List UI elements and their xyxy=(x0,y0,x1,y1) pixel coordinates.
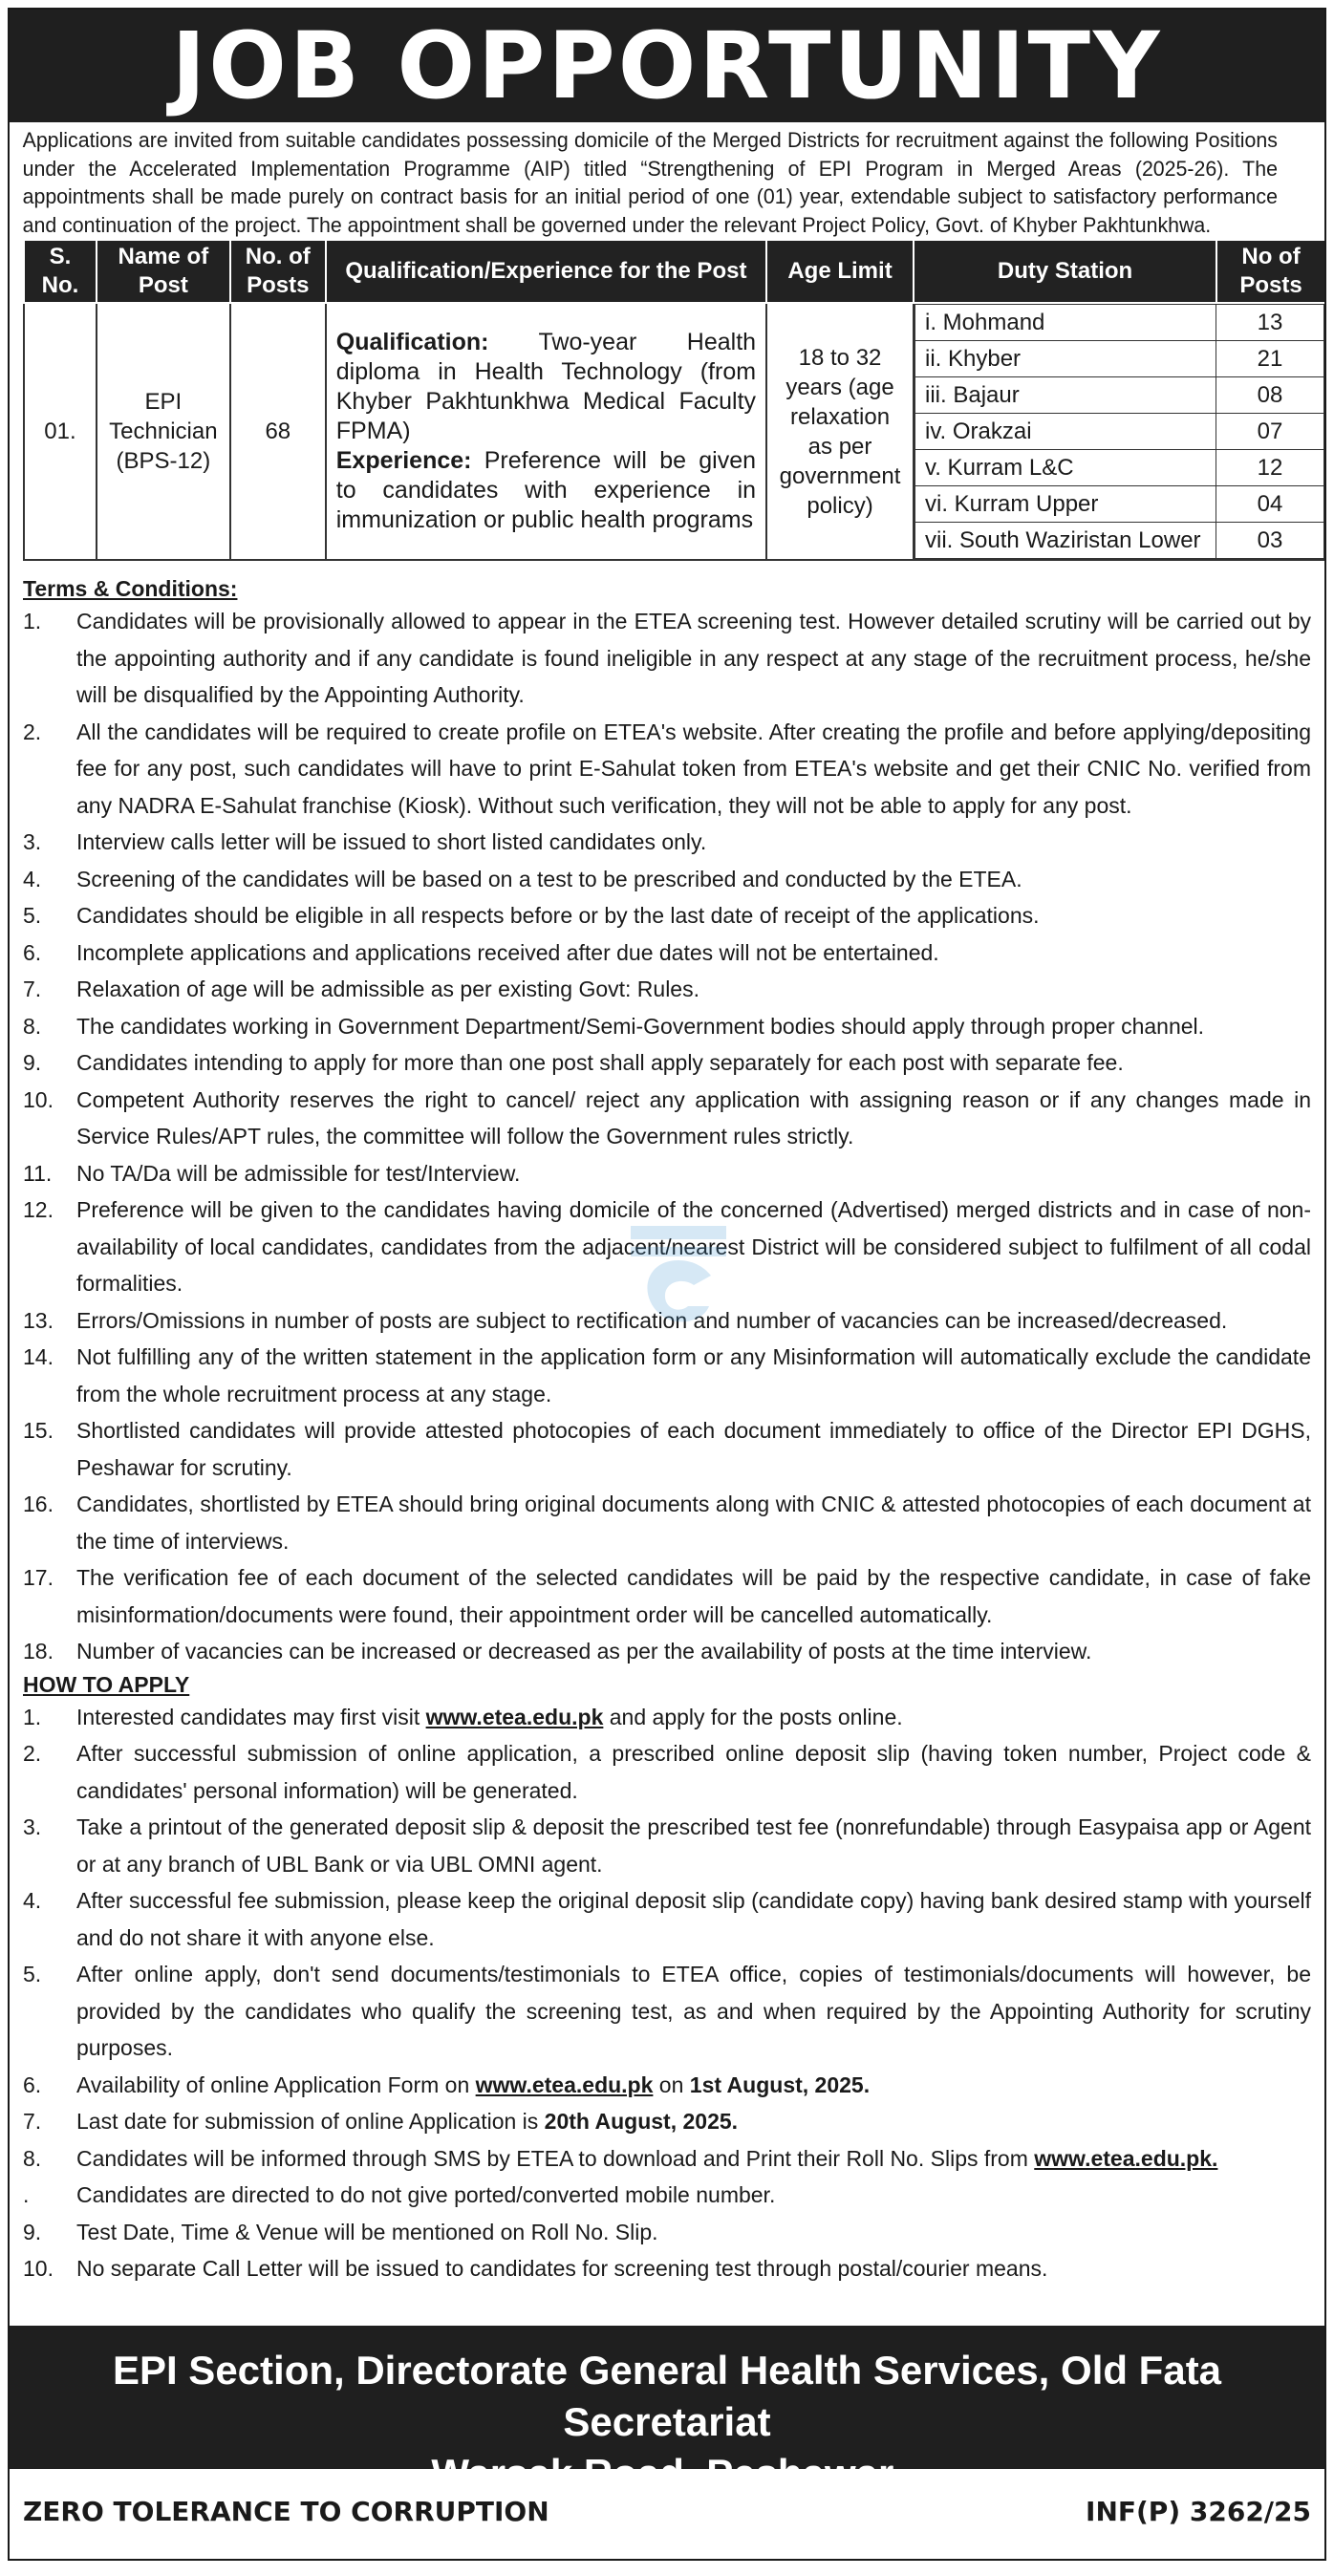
terms-heading: Terms & Conditions: xyxy=(23,576,238,601)
list-item xyxy=(23,971,1311,1008)
apply-list xyxy=(23,1699,1311,2287)
item-text-part: and apply for the posts online. xyxy=(603,1704,903,1729)
item-text: Interview calls letter will be issued to short listed candidates only. xyxy=(76,829,707,854)
station-row xyxy=(915,486,1324,523)
list-item xyxy=(23,1809,1311,1882)
experience-text: Preference will be given to candidates with experience in immunization or public health programs xyxy=(335,447,757,533)
page-title: JOB OPPORTUNITY xyxy=(10,10,1324,122)
list-item xyxy=(23,714,1311,825)
item-text: Take a printout of the generated deposit slip & deposit the prescribed test fee (nonrefundable) through Easypaisa app or Agent or at any branch of UBL Bank or via UBL OMNI agent. xyxy=(76,1814,1311,1877)
item-text: All the candidates will be required to create profile on ETEA's website. After creating the profile and before applying/depositing fee for any post, such candidates will have to print E-Sahulat token from ETEA's website and get their CNIC No. verified from any NADRA E-Sahulat franchise (Kiosk). Without such verification, they will not be able to apply for any post. xyxy=(76,719,1311,818)
etea-website-link[interactable]: www.etea.edu.pk xyxy=(475,2072,654,2097)
item-text: Candidates will be provisionally allowed to appear in the ETEA screening test. However detailed scrutiny will be carried out by the appointing authority and if any candidate is found ineligible in any respect at any stage of the recruitment process, he/she will be disqualified by the Appointing Authority. xyxy=(76,609,1311,707)
station-name: vi. Kurram Upper xyxy=(915,486,1216,523)
list-item xyxy=(23,1699,1311,1736)
station-name: vii. South Waziristan Lower xyxy=(915,523,1216,559)
item-text-part: Availability of online Application Form on xyxy=(76,2072,476,2097)
item-text: Candidates are directed to do not give ported/converted mobile number. xyxy=(76,2182,776,2207)
station-row xyxy=(915,523,1324,559)
list-item xyxy=(23,603,1311,714)
posts-table xyxy=(23,239,1326,561)
item-text: Test Date, Time & Venue will be mentioned on Roll No. Slip. xyxy=(76,2219,658,2244)
list-item xyxy=(23,2103,1311,2140)
station-posts: 08 xyxy=(1216,377,1324,414)
item-text-part: Interested candidates may first visit xyxy=(76,1704,426,1729)
etea-website-link[interactable]: www.etea.edu.pk xyxy=(425,1704,604,1729)
last-date: 20th August, 2025. xyxy=(544,2109,739,2134)
item-number: 11. xyxy=(23,1160,53,1186)
cell-post-count: 68 xyxy=(230,303,326,560)
station-row xyxy=(915,450,1324,486)
item-number: 13. xyxy=(23,1307,54,1333)
office-address-line1: EPI Section, Directorate General Health Services, Old Fata Secretariat xyxy=(112,2348,1222,2444)
station-posts: 04 xyxy=(1216,486,1324,523)
cell-qualification xyxy=(326,303,766,560)
job-advertisement xyxy=(8,8,1326,2561)
item-number: 8. xyxy=(23,1013,42,1039)
item-number: 3. xyxy=(23,1814,42,1839)
station-row xyxy=(915,414,1324,450)
list-item xyxy=(23,1412,1311,1486)
qualification-text: Two-year Health diploma in Health Technology (from Khyber Pakhtunkhwa Medical Faculty FPMA) xyxy=(335,329,757,444)
terms-section xyxy=(10,561,1324,1670)
duty-station-list xyxy=(914,304,1324,559)
cell-post-name: EPI Technician (BPS-12) xyxy=(97,303,230,560)
item-number: . xyxy=(23,2182,30,2207)
list-item xyxy=(23,1486,1311,1559)
list-item xyxy=(23,2250,1311,2287)
station-name: ii. Khyber xyxy=(915,341,1216,377)
station-posts: 13 xyxy=(1216,305,1324,341)
item-number: 1. xyxy=(23,1704,42,1729)
item-text: Competent Authority reserves the right to cancel/ reject any application with assigning reason or if any changes made in Service Rules/APT rules, the committee will follow the Government rules strictly. xyxy=(76,1086,1311,1148)
station-row xyxy=(915,341,1324,377)
station-row xyxy=(915,377,1324,414)
item-text: After successful submission of online application, a prescribed online deposit slip (having token number, Project code & candidates' personal information) will be generated. xyxy=(76,1741,1311,1803)
cell-age-limit: 18 to 32 years (age relaxation as per government policy) xyxy=(766,303,914,560)
item-number: 14. xyxy=(23,1344,54,1369)
item-number: 7. xyxy=(23,977,42,1001)
item-number: 6. xyxy=(23,939,42,965)
item-text: Errors/Omissions in number of posts are subject to rectification and number of vacancies can be increased/decreased. xyxy=(76,1307,1228,1333)
item-number: 10. xyxy=(23,2256,54,2281)
item-text-part: Last date for submission of online Application is xyxy=(76,2109,545,2134)
anti-corruption-slogan: ZERO TOLERANCE TO CORRUPTION xyxy=(23,2496,549,2527)
item-number: 4. xyxy=(23,866,42,891)
item-text: No separate Call Letter will be issued to candidates for screening test through postal/courier means. xyxy=(76,2256,1048,2281)
list-item xyxy=(23,1082,1311,1155)
list-item xyxy=(23,1008,1311,1045)
watermark-logo-icon xyxy=(621,1218,736,1352)
station-posts: 21 xyxy=(1216,341,1324,377)
header-sno: S. No. xyxy=(24,240,97,303)
item-number: 2. xyxy=(23,1741,42,1766)
header-station-posts: No of Posts xyxy=(1216,240,1325,303)
table-header-row xyxy=(24,240,1325,303)
footer-line xyxy=(23,2496,1311,2527)
header-posts: No. of Posts xyxy=(230,240,326,303)
station-name: i. Mohmand xyxy=(915,305,1216,341)
intro-paragraph: Applications are invited from suitable candidates possessing domicile of the Merged Districts for recruitment against the following Positions under the Accelerated Implementation Programme (AIP) titled “Strengthening of EPI Program in Merged Areas (2025-26). The appointments shall be made purely on contract basis for an initial period of one (01) year, extendable subject to satisfactory performance and continuation of the project. The appointment shall be governed under the relevant Project Policy, Govt. of Khyber Pakhtunkhwa. xyxy=(22,128,1278,237)
item-text xyxy=(76,2103,1311,2140)
station-posts: 12 xyxy=(1216,450,1324,486)
item-number: 15. xyxy=(23,1418,54,1443)
item-text: Candidates should be eligible in all respects before or by the last date of receipt of the applications. xyxy=(76,903,1040,928)
list-item xyxy=(23,2177,1311,2214)
list-item xyxy=(23,1956,1311,2067)
item-text: Preference will be given to the candidates having domicile of the concerned (Advertised) merged districts and in case of non-availability of local candidates, candidates from the adjacent/nearest District will be considered subject to fulfilment of all codal formalities. xyxy=(76,1197,1311,1296)
station-name: iii. Bajaur xyxy=(915,377,1216,414)
item-text: After successful fee submission, please keep the original deposit slip (candidate copy) having bank desired stamp with yourself and do not share it with anyone else. xyxy=(76,1888,1311,1950)
office-address-line2: Warsak Road, Peshawar. xyxy=(431,2451,903,2496)
availability-date: 1st August, 2025. xyxy=(689,2072,871,2097)
station-posts: 07 xyxy=(1216,414,1324,450)
how-to-apply-section xyxy=(10,1670,1324,2287)
list-item xyxy=(23,1735,1311,1809)
etea-website-link[interactable]: www.etea.edu.pk. xyxy=(1034,2145,1218,2171)
item-number: 1. xyxy=(23,609,42,633)
station-posts: 03 xyxy=(1216,523,1324,559)
station-row xyxy=(915,305,1324,341)
item-number: 8. xyxy=(23,2145,42,2171)
item-number: 17. xyxy=(23,1565,54,1590)
item-number: 18. xyxy=(23,1639,54,1664)
list-item xyxy=(23,2067,1311,2104)
item-number: 9. xyxy=(23,1050,42,1075)
terms-list xyxy=(23,603,1311,1670)
item-number: 4. xyxy=(23,1888,42,1913)
list-item xyxy=(23,824,1311,861)
station-name: iv. Orakzai xyxy=(915,414,1216,450)
cell-duty-stations xyxy=(914,303,1325,560)
item-number: 10. xyxy=(23,1086,54,1112)
item-text-part: on xyxy=(653,2072,690,2097)
item-number: 16. xyxy=(23,1492,54,1516)
item-text: Screening of the candidates will be based on a test to be prescribed and conducted by the ETEA. xyxy=(76,866,1022,891)
item-number: 5. xyxy=(23,1962,42,1986)
list-item xyxy=(23,897,1311,934)
header-name: Name of Post xyxy=(97,240,230,303)
station-name: v. Kurram L&C xyxy=(915,450,1216,486)
item-text: Shortlisted candidates will provide attested photocopies of each document immediately to office of the Director EPI DGHS, Peshawar for scrutiny. xyxy=(76,1418,1311,1480)
item-text: Not fulfilling any of the written statement in the application form or any Misinformation will automatically exclude the candidate from the whole recruitment process at any stage. xyxy=(76,1344,1311,1406)
experience-label: Experience: xyxy=(335,447,472,474)
list-item xyxy=(23,1882,1311,1956)
item-text: Incomplete applications and applications received after due dates will not be entertained. xyxy=(76,939,939,965)
item-text-part: Candidates will be informed through SMS by ETEA to download and Print their Roll No. Slips from xyxy=(76,2145,1035,2171)
item-number: 3. xyxy=(23,829,42,854)
item-text: The candidates working in Government Department/Semi-Government bodies should apply through proper channel. xyxy=(76,1013,1205,1039)
item-text: Relaxation of age will be admissible as per existing Govt: Rules. xyxy=(76,977,699,1001)
table-row xyxy=(24,303,1325,560)
item-text: No TA/Da will be admissible for test/Interview. xyxy=(76,1160,521,1186)
list-item xyxy=(23,861,1311,898)
header-age: Age Limit xyxy=(766,240,914,303)
cell-sno: 01. xyxy=(24,303,97,560)
item-number: 7. xyxy=(23,2109,42,2134)
list-item xyxy=(23,934,1311,972)
item-number: 2. xyxy=(23,719,42,744)
item-text: Number of vacancies can be increased or decreased as per the availability of posts at the time interview. xyxy=(76,1639,1092,1664)
list-item xyxy=(23,1633,1311,1670)
advertisement-reference: INF(P) 3262/25 xyxy=(1086,2496,1311,2527)
item-text: Candidates, shortlisted by ETEA should bring original documents along with CNIC & attested photocopies of each document at the time of interviews. xyxy=(76,1492,1311,1554)
list-item xyxy=(23,1044,1311,1082)
item-text xyxy=(76,1699,1311,1736)
item-number: 9. xyxy=(23,2219,42,2244)
header-duty-station: Duty Station xyxy=(914,240,1216,303)
list-item xyxy=(23,1155,1311,1192)
office-address-banner xyxy=(10,2326,1324,2496)
item-number: 12. xyxy=(23,1197,54,1222)
how-to-apply-heading: HOW TO APPLY xyxy=(23,1671,190,1697)
item-text: After online apply, don't send documents/testimonials to ETEA office, copies of testimonials/documents will however, be provided by the candidates who qualify the screening test, as and when required by the Appointing Authority for scrutiny purposes. xyxy=(76,1962,1311,2060)
qualification-label: Qualification: xyxy=(335,329,489,355)
list-item xyxy=(23,1559,1311,1633)
item-number: 6. xyxy=(23,2072,42,2097)
footer xyxy=(10,2326,1324,2559)
list-item xyxy=(23,2140,1311,2178)
header-qualification: Qualification/Experience for the Post xyxy=(326,240,766,303)
item-text xyxy=(76,2067,1311,2104)
item-text: The verification fee of each document of the selected candidates will be paid by the respective candidate, in case of fake misinformation/documents were found, their appointment order will be cancelled automatically. xyxy=(76,1565,1311,1627)
item-text: Candidates intending to apply for more than one post shall apply separately for each post with separate fee. xyxy=(76,1050,1124,1075)
list-item xyxy=(23,2214,1311,2251)
item-number: 5. xyxy=(23,903,42,928)
item-text xyxy=(76,2140,1311,2178)
